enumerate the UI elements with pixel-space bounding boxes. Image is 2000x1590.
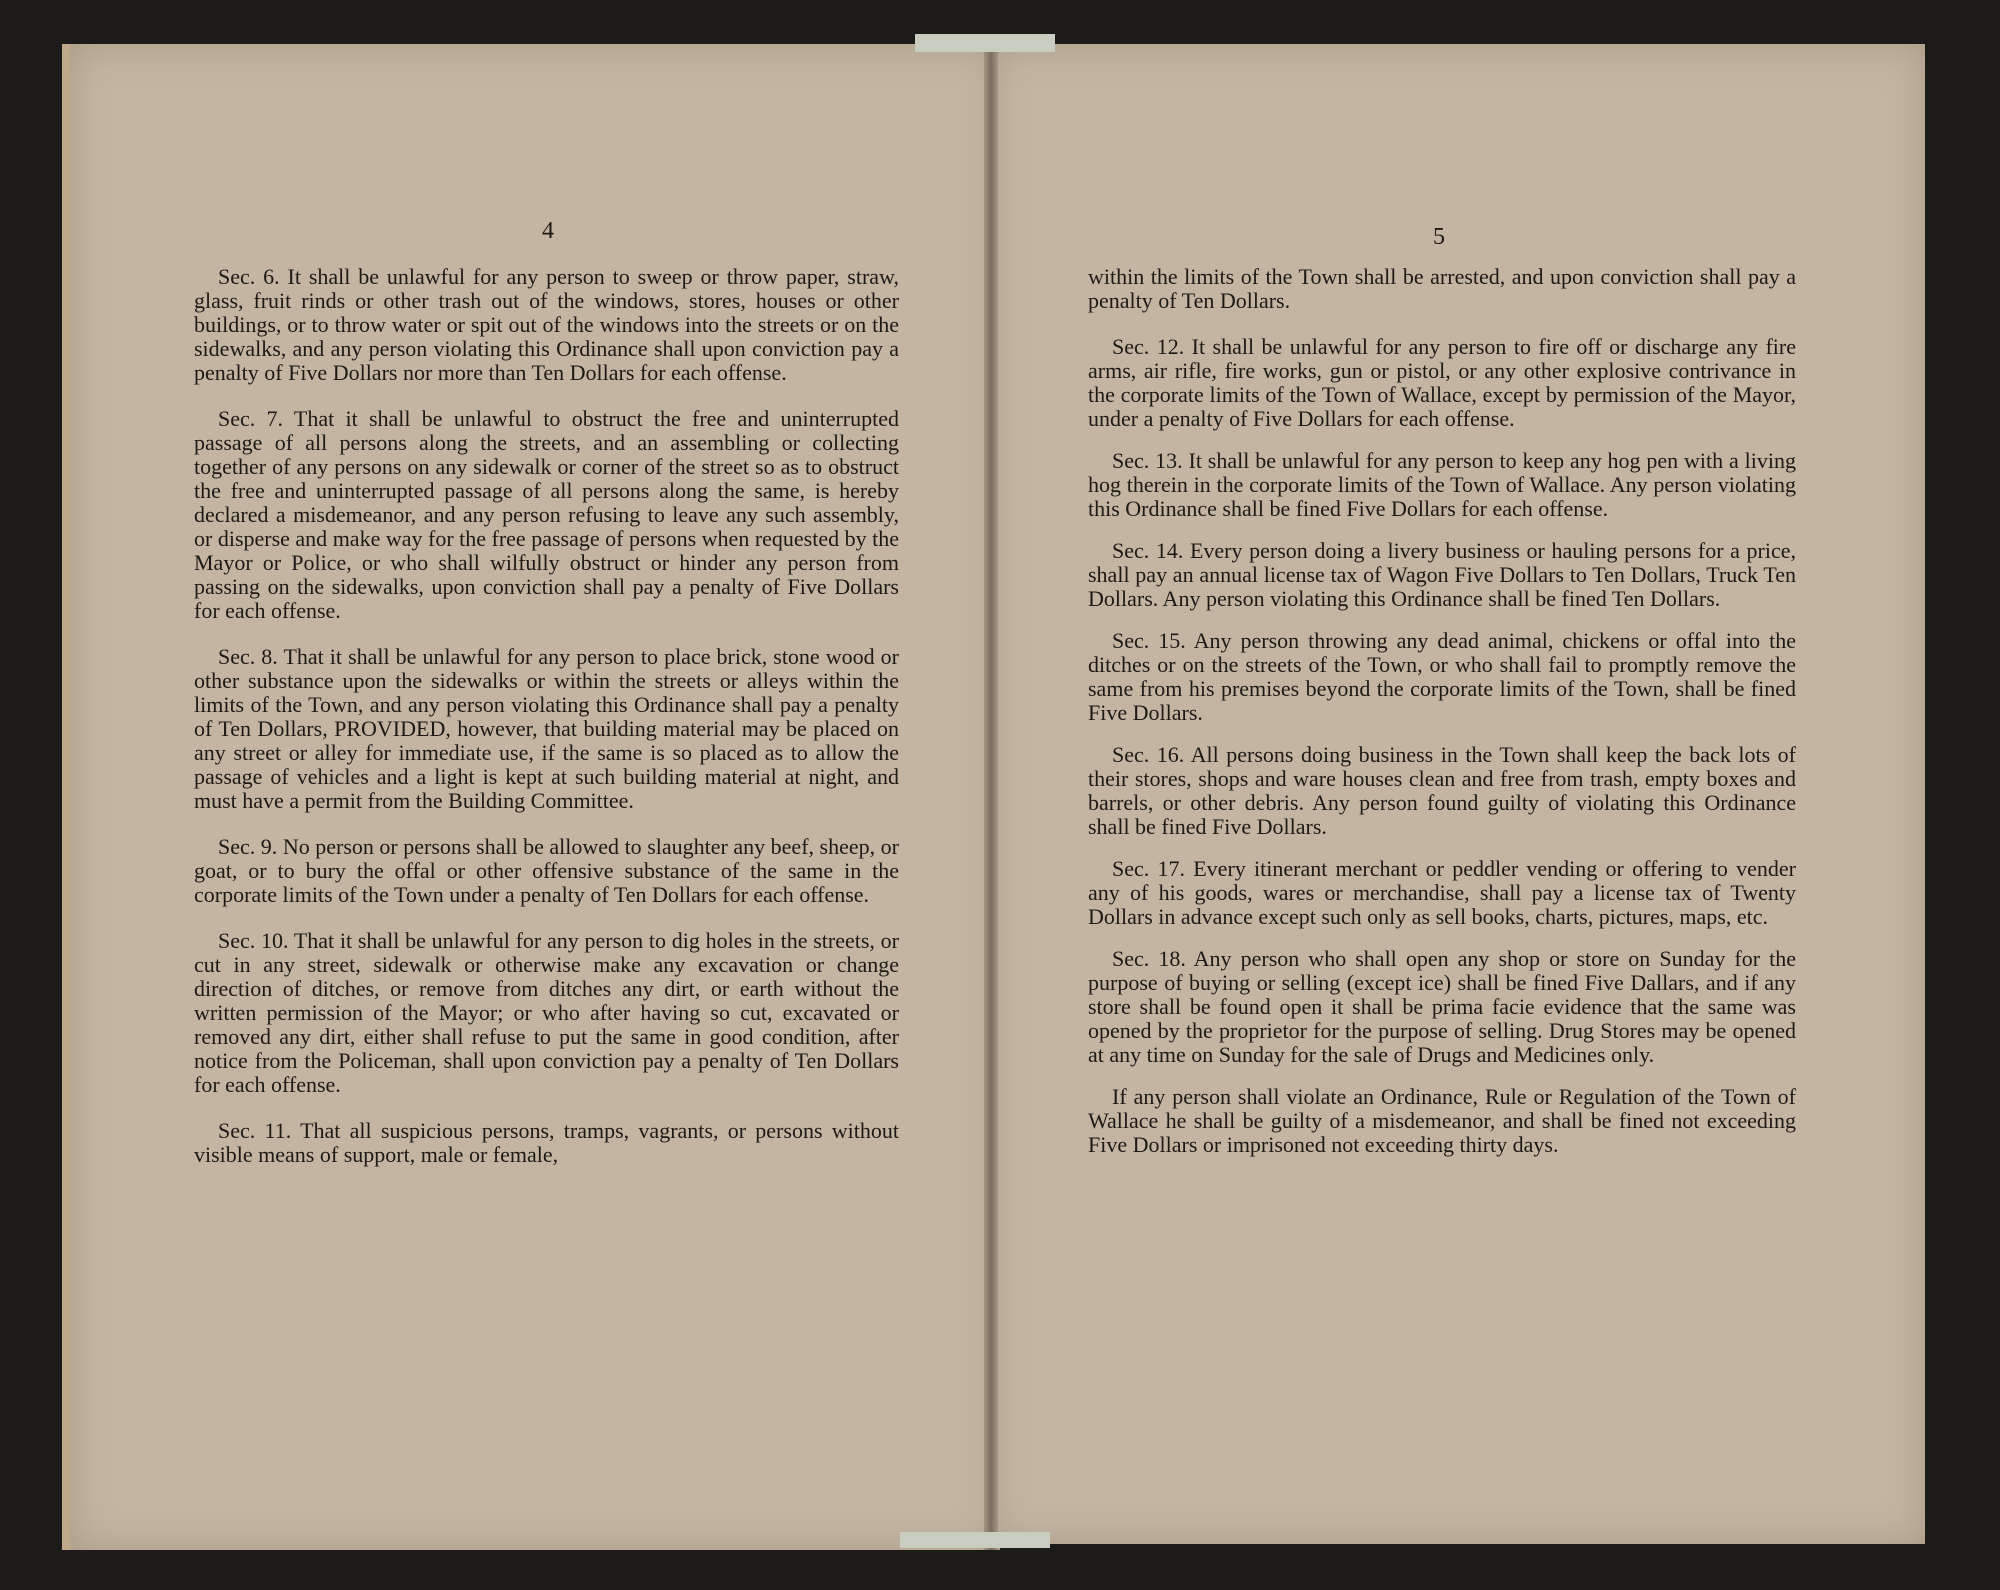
section-17: Sec. 17. Every itinerant merchant or peddler vending or offering to vender any of his goods, wares or merchandise, shall pay a license tax of Twenty Dollars in advance except such only as sell books, charts, pictures, maps, etc. bbox=[1088, 856, 1796, 929]
section-15: Sec. 15. Any person throwing any dead animal, chickens or offal into the ditches or on the streets of the Town, or who shall fail to promptly remove the same from his premises beyond the corporate limits of the Town, shall be fined Five Dollars. bbox=[1088, 628, 1796, 725]
binding-tape-top bbox=[915, 34, 1055, 52]
section-11: Sec. 11. That all suspicious persons, tramps, vagrants, or persons without visible means of support, male or female, bbox=[194, 1118, 899, 1167]
general-penalty: If any person shall violate an Ordinance, Rule or Regulation of the Town of Wallace he shall be guilty of a misdemeanor, and shall be fined not exceeding Five Dollars or imprisoned not exceeding thirty days. bbox=[1088, 1084, 1796, 1157]
section-8: Sec. 8. That it shall be unlawful for any person to place brick, stone wood or other substance upon the sidewalks or within the streets or alleys within the limits of the Town, and any person violating this Ordinance shall pay a penalty of Ten Dollars, PROVIDED, however, that building material may be placed on any street or alley for immediate use, if the same is so placed as to allow the passage of vehicles and a light is kept at such building material at night, and must have a permit from the Building Committee. bbox=[194, 644, 899, 813]
section-9: Sec. 9. No person or persons shall be allowed to slaughter any beef, sheep, or goat, or to bury the offal or other offensive substance of the same in the corporate limits of the Town under a penalty of Ten Dollars for each offense. bbox=[194, 834, 899, 907]
page-number-left: 4 bbox=[542, 218, 554, 244]
section-11-continued: within the limits of the Town shall be arrested, and upon conviction shall pay a penalty of Ten Dollars. bbox=[1088, 264, 1796, 313]
section-6: Sec. 6. It shall be unlawful for any person to sweep or throw paper, straw, glass, fruit rinds or other trash out of the windows, stores, houses or other buildings, or to throw water or spit out of the windows into the streets or on the sidewalks, and any person violating this Ordinance shall upon conviction pay a penalty of Five Dollars nor more than Ten Dollars for each offense. bbox=[194, 264, 899, 385]
section-7: Sec. 7. That it shall be unlawful to obstruct the free and uninterrupted passage of all persons along the streets, and an assembling or collecting together of any persons on any sidewalk or corner of the street so as to obstruct the free and uninterrupted passage of all persons along the same, is hereby declared a misdemeanor, and any person refusing to leave any such assembly, or disperse and make way for the free passage of persons when requested by the Mayor or Police, or who shall wilfully obstruct or hinder any person from passing on the sidewalks, upon conviction shall pay a penalty of Five Dollars for each offense. bbox=[194, 406, 899, 623]
section-16: Sec. 16. All persons doing business in the Town shall keep the back lots of their stores, shops and ware houses clean and free from trash, empty boxes and barrels, or other debris. Any person found guilty of violating this Ordinance shall be fined Five Dollars. bbox=[1088, 742, 1796, 839]
section-14: Sec. 14. Every person doing a livery business or hauling persons for a price, shall pay an annual license tax of Wagon Five Dollars to Ten Dollars, Truck Ten Dollars. Any person violating this Ordinance shall be fined Ten Dollars. bbox=[1088, 538, 1796, 611]
section-12: Sec. 12. It shall be unlawful for any person to fire off or discharge any fire arms, air rifle, fire works, gun or pistol, or any other explosive contrivance in the corporate limits of the Town of Wallace, except by permission of the Mayor, under a penalty of Five Dollars for each offense. bbox=[1088, 334, 1796, 431]
book-spine bbox=[984, 44, 998, 1550]
section-13: Sec. 13. It shall be unlawful for any person to keep any hog pen with a living hog therein in the corporate limits of the Town of Wallace. Any person violating this Ordinance shall be fined Five Dollars for each offense. bbox=[1088, 448, 1796, 521]
left-text-column bbox=[194, 265, 899, 1189]
page-number-right: 5 bbox=[1433, 224, 1445, 250]
right-text-column bbox=[1088, 265, 1796, 1175]
section-18: Sec. 18. Any person who shall open any shop or store on Sunday for the purpose of buying or selling (except ice) shall be fined Five Dallars, and if any store shall be found open it shall be prima facie evidence that the same was opened by the proprietor for the purpose of selling. Drug Stores may be opened at any time on Sunday for the sale of Drugs and Medicines only. bbox=[1088, 946, 1796, 1067]
section-10: Sec. 10. That it shall be unlawful for any person to dig holes in the streets, or cut in any street, sidewalk or otherwise make any excavation or change direction of ditches, or remove from ditches any dirt, or earth without the written permission of the Mayor; or who after having so cut, excavated or removed any dirt, either shall refuse to put the same in good condition, after notice from the Policeman, shall upon conviction pay a penalty of Ten Dollars for each offense. bbox=[194, 928, 899, 1097]
binding-tape-bottom bbox=[900, 1532, 1050, 1548]
